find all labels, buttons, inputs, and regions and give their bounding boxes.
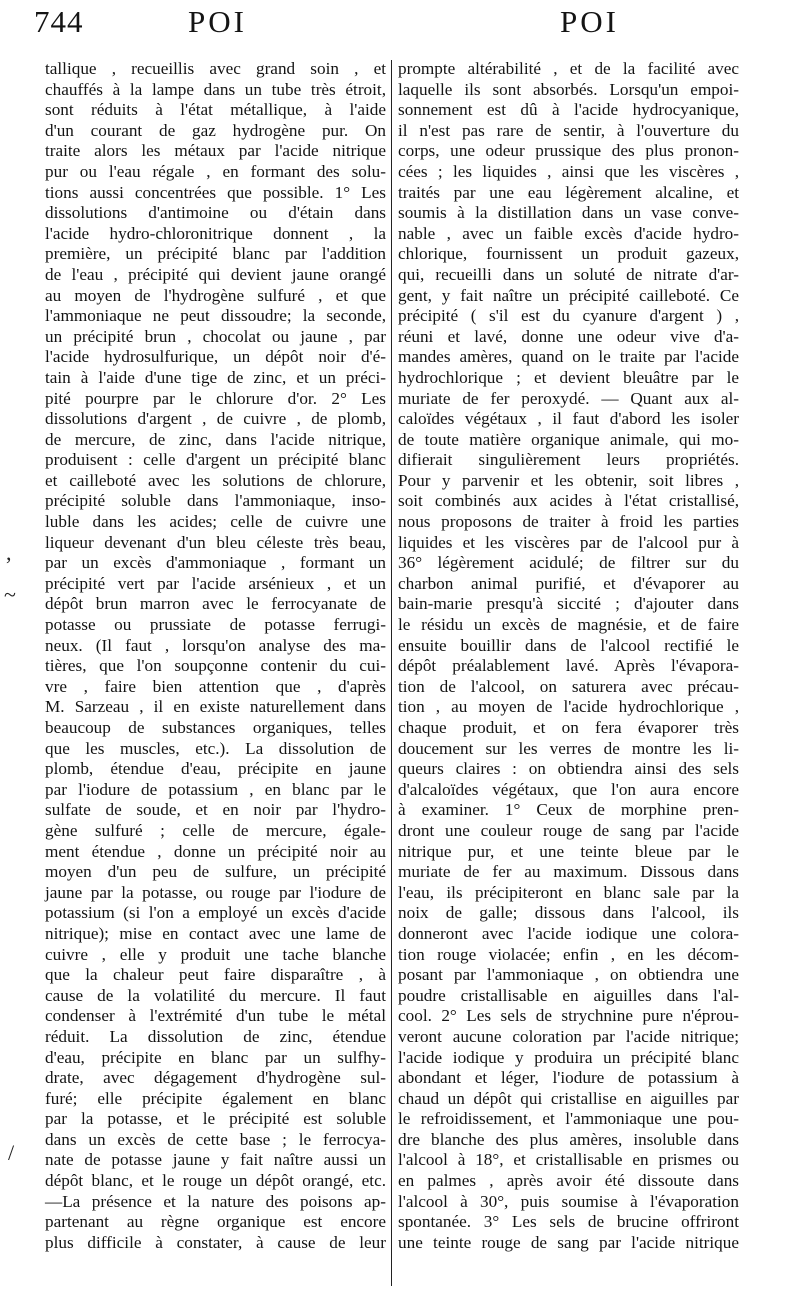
text-line: d'un courant de gaz hydrogène pur. On <box>45 120 386 140</box>
text-line: dissolutions d'argent , de cuivre , de plomb, <box>45 409 386 429</box>
running-head-left: POI <box>188 4 247 39</box>
text-line: cool. 2° Les sels de strychnine pure n'éprou- <box>398 1006 739 1026</box>
text-line: drate, avec dégagement d'hydrogène sul- <box>45 1068 386 1088</box>
text-line: première, un précipité blanc par l'addition <box>45 244 386 264</box>
text-line: une teinte rouge de sang par l'acide nitrique <box>398 1232 739 1252</box>
text-line: tion rouge violacée; enfin , en les décom- <box>398 944 739 964</box>
text-line: cause de la volatilité du mercure. Il faut <box>45 985 386 1005</box>
text-line: poudre cristallisable en aiguilles dans l'al- <box>398 985 739 1005</box>
text-line: vre , faire bien attention que , d'après <box>45 676 386 696</box>
text-line: potassium (si l'on a employé un excès d'acide <box>45 903 386 923</box>
text-line: difierait singulièrement leurs propriétés. <box>398 450 739 470</box>
text-line: l'alcool à 30°, puis soumise à l'évaporation <box>398 1191 739 1211</box>
text-line: sont réduits à l'état métallique, à l'aide <box>45 100 386 120</box>
left-column <box>45 59 386 1253</box>
text-line: dépôt brun marron avec le ferrocyanate de <box>45 594 386 614</box>
text-line: pur ou l'eau régale , en formant des solu- <box>45 161 386 181</box>
text-line: jaune par la potasse, ou rouge par l'iodure de <box>45 882 386 902</box>
text-line: abondant et léger, l'iodure de potassium à <box>398 1068 739 1088</box>
page-number: 744 <box>34 4 84 39</box>
text-line: de mercure, de zinc, dans l'acide nitrique, <box>45 429 386 449</box>
text-line: —La présence et la nature des poisons ap- <box>45 1191 386 1211</box>
text-line: tion de l'alcool, on saturera avec précau- <box>398 676 739 696</box>
text-line: dépôt préalablement lavé. Après l'évapora- <box>398 656 739 676</box>
text-line: l'acide hydrosulfurique, un dépôt noir d'é- <box>45 347 386 367</box>
text-line: corps, une odeur prussique des plus pronon- <box>398 141 739 161</box>
text-line: 36° légèrement acidulé; de filtrer sur du <box>398 553 739 573</box>
text-line: le résidu un excès de magnésie, et de faire <box>398 615 739 635</box>
text-line: l'acide iodique y produira un précipité blanc <box>398 1047 739 1067</box>
text-line: réuni et lavé, donne une odeur vive d'a- <box>398 326 739 346</box>
text-line: noix de galle; dissous dans l'alcool, ils <box>398 903 739 923</box>
text-line: liqueur devenant d'un bleu céleste très beau, <box>45 532 386 552</box>
column-divider <box>391 60 392 1286</box>
text-line: au moyen de l'hydrogène sulfuré , et que <box>45 285 386 305</box>
margin-mark: / <box>8 1140 15 1165</box>
text-line: liquides et les viscères par de l'alcool pur à <box>398 532 739 552</box>
text-line: Pour y parvenir et les obtenir, soit libres , <box>398 470 739 490</box>
text-line: gène sulfuré ; celle de mercure, égale- <box>45 820 386 840</box>
text-line: traite alors les métaux par l'acide nitrique <box>45 141 386 161</box>
text-line: dans un excès de cette base ; le ferrocya- <box>45 1129 386 1149</box>
text-line: veront aucune coloration par l'acide nitrique; <box>398 1026 739 1046</box>
margin-mark: , <box>6 540 12 565</box>
text-line: prompte altérabilité , et de la facilité avec <box>398 59 739 78</box>
text-line: produisent : celle d'argent un précipité blanc <box>45 450 386 470</box>
text-line: doucement sur les verres de montre les li- <box>398 738 739 758</box>
text-line: traités par une eau légèrement alcaline, et <box>398 182 739 202</box>
text-line: pité pourpre par le chlorure d'or. 2° Les <box>45 388 386 408</box>
text-line: chlorique, fournissent un produit gazeux, <box>398 244 739 264</box>
text-line: de toute matière organique animale, qui mo- <box>398 429 739 449</box>
text-line: chauffés à la lampe dans un tube très étroit, <box>45 79 386 99</box>
text-line: chaque produit, et on fera évaporer très <box>398 718 739 737</box>
text-line: moyen d'un peu de sulfure, un précipité <box>45 862 386 882</box>
text-line: et cailleboté avec les solutions de chlorure, <box>45 470 386 490</box>
text-line: de l'eau , précipité qui devient jaune orangé <box>45 264 386 284</box>
text-line: que la chaleur peut faire disparaître , à <box>45 965 386 985</box>
text-line: chaud un dépôt qui cristallise en aiguilles par <box>398 1088 739 1108</box>
text-line: laquelle ils sont absorbés. Lorsqu'un empoi- <box>398 79 739 99</box>
text-line: l'ammoniaque ne peut dissoudre; la seconde, <box>45 306 386 326</box>
text-line: l'alcool à 18°, et cristallisable en prismes ou <box>398 1150 739 1170</box>
text-line: en palmes , après avoir été dissoute dans <box>398 1171 739 1191</box>
text-line: posant par l'ammoniaque , on obtiendra une <box>398 965 739 985</box>
text-line: réduit. La dissolution de zinc, étendue <box>45 1026 386 1046</box>
text-line: tions aussi concentrées que possible. 1° Les <box>45 182 386 202</box>
text-line: nable , avec un faible excès d'acide hydro- <box>398 223 739 243</box>
text-line: queurs claires : on obtiendra ainsi des sels <box>398 759 739 779</box>
text-line: d'eau, précipite en blanc par un sulfhy- <box>45 1047 386 1067</box>
text-line: plus difficile à constater, à cause de leur <box>45 1232 386 1252</box>
text-line: dre blanche des plus amères, insoluble dans <box>398 1129 739 1149</box>
text-line: charbon animal purifié, et d'évaporer au <box>398 573 739 593</box>
text-line: cées ; les liquides , ainsi que les viscères , <box>398 161 739 181</box>
right-column <box>398 59 739 1253</box>
text-line: bain-marie presqu'à siccité ; d'ajouter dans <box>398 594 739 614</box>
text-line: M. Sarzeau , il en existe naturellement dans <box>45 697 386 717</box>
text-line: dépôt blanc, et le rouge un dépôt orangé, etc. <box>45 1171 386 1191</box>
text-line: nitrique pur, et une teinte bleue par le <box>398 841 739 861</box>
text-line: ment étendue , donne un précipité noir au <box>45 841 386 861</box>
text-line: gent, y fait naître un précipité cailleboté. Ce <box>398 285 739 305</box>
text-line: l'eau, ils précipiteront en blanc sale par la <box>398 882 739 902</box>
text-line: tières, que l'on soupçonne contenir du cui- <box>45 656 386 676</box>
text-line: potasse ou prussiate de potasse ferrugi- <box>45 615 386 635</box>
text-line: il n'est pas rare de sentir, à l'ouverture du <box>398 120 739 140</box>
text-line: par la potasse, et le précipité est soluble <box>45 1109 386 1129</box>
text-line: mandes amères, quand on le traite par l'acide <box>398 347 739 367</box>
text-line: tallique , recueillis avec grand soin , et <box>45 59 386 78</box>
text-line: dront une couleur rouge de sang par l'acide <box>398 820 739 840</box>
text-line: sonnement est dû à l'acide hydrocyanique, <box>398 100 739 120</box>
text-line: le refroidissement, et l'ammoniaque une pou- <box>398 1109 739 1129</box>
text-line: dissolutions d'antimoine ou d'étain dans <box>45 203 386 223</box>
text-line: muriate de fer au maximum. Dissous dans <box>398 862 739 882</box>
text-line: qui, recueilli dans un soluté de nitrate d'ar- <box>398 264 739 284</box>
text-line: furé; elle précipite également en blanc <box>45 1088 386 1108</box>
text-line: soumis à la distillation dans un vase conve- <box>398 203 739 223</box>
text-line: un précipité brun , chocolat ou jaune , par <box>45 326 386 346</box>
text-line: nitrique); mise en contact avec une lame de <box>45 923 386 943</box>
text-line: que les muscles, etc.). La dissolution de <box>45 738 386 758</box>
text-line: par un excès d'ammoniaque , formant un <box>45 553 386 573</box>
margin-mark: ~ <box>4 582 16 607</box>
text-line: sulfate de soude, et en noir par l'hydro- <box>45 800 386 820</box>
text-line: tain à l'aide d'une tige de zinc, et un préci- <box>45 367 386 387</box>
text-line: précipité ( s'il est du cyanure d'argent ) , <box>398 306 739 326</box>
text-line: plomb, étendue d'eau, précipite en jaune <box>45 759 386 779</box>
text-line: caloïdes végétaux , il faut d'abord les isoler <box>398 409 739 429</box>
text-line: spontanée. 3° Les sels de brucine offriront <box>398 1212 739 1232</box>
text-line: à examiner. 1° Ceux de morphine pren- <box>398 800 739 820</box>
text-line: précipité vert par l'acide arsénieux , et un <box>45 573 386 593</box>
text-line: ensuite bouillir dans de l'alcool rectifié le <box>398 635 739 655</box>
text-line: luble dans les acides; celle de cuivre une <box>45 512 386 532</box>
text-line: nate de potasse jaune y fait naître aussi un <box>45 1150 386 1170</box>
running-head-right: POI <box>560 4 619 39</box>
text-line: beaucoup de substances organiques, telles <box>45 718 386 737</box>
text-line: condenser à l'extrémité d'un tube le métal <box>45 1006 386 1026</box>
text-line: l'acide hydro-chloronitrique donnent , la <box>45 223 386 243</box>
text-line: d'alcaloïdes végétaux, que l'on aura encore <box>398 779 739 799</box>
text-line: par l'iodure de potassium , en blanc par le <box>45 779 386 799</box>
text-line: soit combinés aux acides à l'état cristallisé, <box>398 491 739 511</box>
text-line: neux. (Il faut , lorsqu'on analyse des ma- <box>45 635 386 655</box>
text-line: partenant au règne organique est encore <box>45 1212 386 1232</box>
page-header <box>0 4 800 60</box>
text-line: hydrochlorique ; et devient bleuâtre par le <box>398 367 739 387</box>
text-line: muriate de fer peroxydé. — Quant aux al- <box>398 388 739 408</box>
text-line: donneront avec l'acide iodique une colora- <box>398 923 739 943</box>
text-line: cuivre , elle y produit une tache blanche <box>45 944 386 964</box>
text-line: tion , au moyen de l'acide hydrochlorique , <box>398 697 739 717</box>
text-line: nous proposons de traiter à froid les parties <box>398 512 739 532</box>
text-line: précipité soluble dans l'ammoniaque, inso- <box>45 491 386 511</box>
